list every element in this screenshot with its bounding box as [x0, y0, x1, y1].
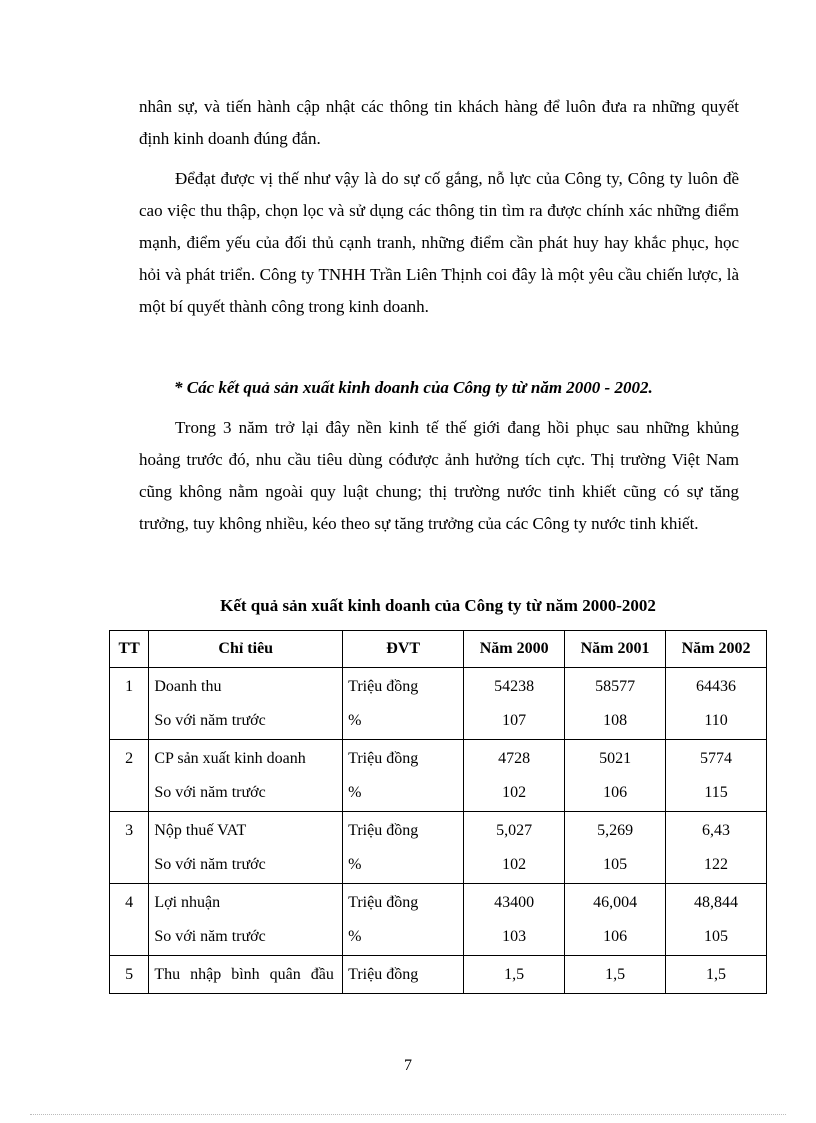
value-2001: 58577: [595, 678, 636, 695]
cell-2000: [464, 884, 565, 956]
page-number: 7: [404, 1057, 412, 1074]
value-2000: 43400: [494, 894, 535, 911]
header-year-2001: Năm 2001: [565, 631, 666, 668]
paragraph-intro-continuation: nhân sự, và tiến hành cập nhật các thông tin khách hàng để luôn đưa ra những quyết định kinh doanh đúng đắn.: [139, 97, 739, 148]
item-label: Doanh thu: [154, 678, 222, 695]
percent-2001: 106: [603, 784, 628, 801]
unit-label: Triệu đồng: [348, 678, 419, 695]
value-2001: 46,004: [593, 894, 638, 911]
table-row: [110, 956, 767, 994]
value-2002: 48,844: [694, 894, 739, 911]
item-sublabel: So với năm trước: [154, 928, 266, 945]
section-heading: * Các kết quả sản xuất kinh doanh của Công ty từ năm 2000 - 2002.: [174, 378, 653, 397]
row-item: [149, 956, 343, 994]
table-row: [110, 668, 767, 740]
cell-2001: [565, 812, 666, 884]
cell-2002: [666, 884, 767, 956]
subunit-label: %: [348, 928, 362, 945]
header-tt: TT: [110, 631, 149, 668]
percent-2001: 106: [603, 928, 628, 945]
cell-2002: [666, 740, 767, 812]
row-number-value: 1: [125, 678, 134, 695]
cell-2000: [464, 956, 565, 994]
value-2000: 5,027: [496, 822, 533, 839]
value-2002: 1,5: [706, 966, 727, 983]
percent-2002: 115: [704, 784, 728, 801]
percent-2002: 122: [704, 856, 729, 873]
cell-2001: [565, 668, 666, 740]
subunit-label: %: [348, 784, 362, 801]
row-number-value: 4: [125, 894, 134, 911]
paragraph-market-context: Trong 3 năm trở lại đây nền kinh tế thế giới đang hồi phục sau những khủng hoảng trước đó, nhu cầu tiêu dùng cóđược ảnh hưởng tích cực. Thị trường Việt Nam cũng không nằm ngoài quy luật chung; thị trường nước tinh khiết cũng có sự tăng trưởng, tuy không nhiều, kéo theo sự tăng trưởng của các Công ty nước tinh khiết.: [139, 418, 739, 533]
row-number-value: 3: [125, 822, 134, 839]
unit-label: Triệu đồng: [348, 750, 419, 767]
header-year-2000: Năm 2000: [464, 631, 565, 668]
row-unit: [343, 812, 464, 884]
header-item: Chỉ tiêu: [149, 631, 343, 668]
row-number: [110, 668, 149, 740]
row-unit: [343, 668, 464, 740]
value-2000: 4728: [498, 750, 531, 767]
percent-2000: 102: [502, 784, 527, 801]
row-item: [149, 812, 343, 884]
value-2002: 64436: [696, 678, 737, 695]
cell-2002: [666, 956, 767, 994]
cell-2001: [565, 740, 666, 812]
unit-label: Triệu đồng: [348, 822, 419, 839]
percent-2002: 105: [704, 928, 729, 945]
value-2001: 5021: [599, 750, 632, 767]
percent-2001: 105: [603, 856, 628, 873]
row-unit: [343, 740, 464, 812]
row-item: [149, 884, 343, 956]
paragraph-competitive-position: Đểđạt được vị thế như vậy là do sự cố gắng, nỗ lực của Công ty, Công ty luôn đề cao việc thu thập, chọn lọc và sử dụng các thông tin tìm ra được chính xác những điểm mạnh, điểm yếu của đối thủ cạnh tranh, những điểm cần phát huy hay khắc phục, học hỏi và phát triển. Công ty TNHH Trần Liên Thịnh coi đây là một yêu cầu chiến lược, là một bí quyết thành công trong kinh doanh.: [139, 169, 739, 316]
cell-2000: [464, 668, 565, 740]
subunit-label: %: [348, 856, 362, 873]
cell-2002: [666, 668, 767, 740]
subunit-label: %: [348, 712, 362, 729]
item-label: Lợi nhuận: [154, 894, 221, 911]
item-label: Nộp thuế VAT: [154, 822, 247, 839]
row-unit: [343, 956, 464, 994]
cell-2000: [464, 812, 565, 884]
value-2001: 5,269: [597, 822, 634, 839]
value-2002: 6,43: [702, 822, 731, 839]
value-2000: 1,5: [504, 966, 525, 983]
item-sublabel: So với năm trước: [154, 856, 266, 873]
row-number: [110, 884, 149, 956]
table-row: [110, 812, 767, 884]
item-sublabel: So với năm trước: [154, 712, 266, 729]
header-year-2002: Năm 2002: [666, 631, 767, 668]
percent-2001: 108: [603, 712, 628, 729]
table-row: [110, 740, 767, 812]
results-table: [109, 630, 767, 994]
value-2001: 1,5: [605, 966, 626, 983]
percent-2000: 102: [502, 856, 527, 873]
unit-label: Triệu đồng: [348, 894, 419, 911]
cell-2002: [666, 812, 767, 884]
row-item: [149, 740, 343, 812]
row-number-value: 2: [125, 750, 134, 767]
percent-2000: 107: [502, 712, 527, 729]
row-item: [149, 668, 343, 740]
percent-2002: 110: [704, 712, 728, 729]
row-number: [110, 956, 149, 994]
unit-label: Triệu đồng: [348, 966, 419, 983]
percent-2000: 103: [502, 928, 527, 945]
row-unit: [343, 884, 464, 956]
page-bottom-divider: [30, 1114, 786, 1115]
cell-2001: [565, 956, 666, 994]
table-title: Kết quả sản xuất kinh doanh của Công ty từ năm 2000-2002: [220, 596, 656, 615]
table-row: [110, 884, 767, 956]
item-label: CP sản xuất kinh doanh: [154, 750, 306, 767]
item-label: Thu nhập bình quân đầu: [154, 966, 334, 983]
value-2002: 5774: [700, 750, 733, 767]
table-header-row: [110, 631, 767, 668]
value-2000: 54238: [494, 678, 535, 695]
item-sublabel: So với năm trước: [154, 784, 266, 801]
header-unit: ĐVT: [343, 631, 464, 668]
cell-2001: [565, 884, 666, 956]
row-number: [110, 740, 149, 812]
row-number: [110, 812, 149, 884]
row-number-value: 5: [125, 966, 134, 983]
cell-2000: [464, 740, 565, 812]
